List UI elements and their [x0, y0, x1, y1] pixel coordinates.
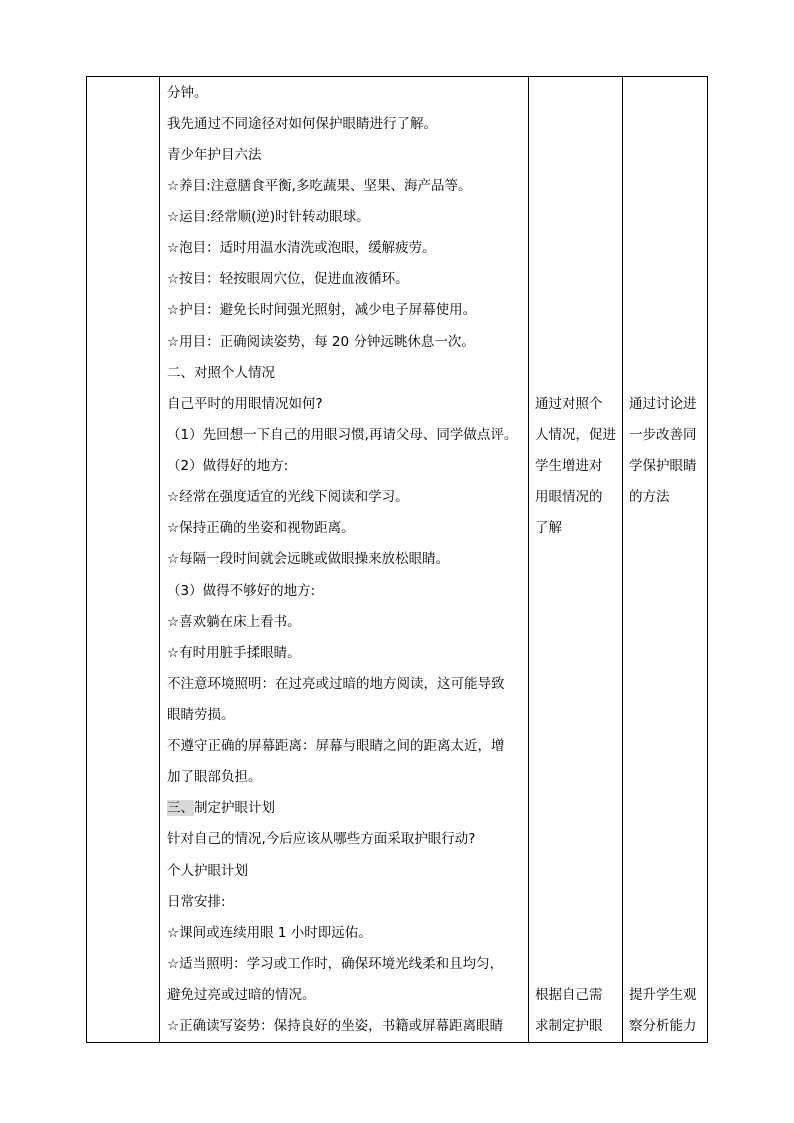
content-line: 分钟。	[167, 85, 208, 101]
content-line: ☆喜欢躺在床上看书。	[167, 614, 301, 630]
heading-number-highlight: 三、	[167, 800, 194, 816]
content-line: ☆运目:经常顺(逆)时针转动眼球。	[167, 209, 370, 225]
content-line: ☆有时用脏手揉眼睛。	[167, 645, 301, 661]
activity-content-cell	[160, 77, 528, 1042]
purpose-line: 根据自己需	[535, 987, 603, 1003]
content-line: 针对自己的情况,今后应该从哪些方面采取护眼行动?	[167, 831, 476, 847]
goal-line: 察分析能力	[629, 1018, 697, 1034]
table-bottom-border	[86, 1042, 708, 1043]
content-line: 自己平时的用眼情况如何?	[167, 396, 323, 412]
content-line: ☆课间或连续用眼 1 小时即远佑。	[167, 925, 372, 941]
goal-line: 提升学生观	[629, 987, 697, 1003]
content-line: （2）做得好的地方:	[167, 458, 289, 474]
heading-text: 制定护眼计划	[194, 800, 275, 816]
goal-line: 学保护眼睛	[629, 458, 697, 474]
goal-line: 通过讨论进	[629, 396, 697, 412]
section-heading: 二、对照个人情况	[167, 365, 275, 381]
section-heading: 青少年护目六法	[167, 147, 262, 163]
content-line: ☆用目：正确阅读姿势，每 20 分钟远眺休息一次。	[167, 334, 475, 350]
content-line: （3）做得不够好的地方:	[167, 583, 316, 599]
purpose-line: 学生增进对	[535, 458, 603, 474]
content-line: ☆正确读写姿势：保持良好的坐姿，书籍或屏幕距离眼睛	[167, 1018, 504, 1034]
content-line: ☆泡目：适时用温水清洗或泡眼，缓解疲劳。	[167, 240, 436, 256]
content-line: ☆每隔一段时间就会远眺或做眼操来放松眼睛。	[167, 551, 450, 567]
content-line: ☆保持正确的坐姿和视物距离。	[167, 520, 355, 536]
content-line: 个人护眼计划	[167, 863, 248, 879]
content-line: 不遵守正确的屏幕距离：屏幕与眼睛之间的距离太近，增	[167, 738, 505, 754]
purpose-line: 人情况，促进	[535, 427, 616, 443]
goal-line: 的方法	[629, 489, 670, 505]
content-line: 我先通过不同途径对如何保护眼睛进行了解。	[167, 116, 437, 132]
content-line: ☆护目：避免长时间强光照射，减少电子屏幕使用。	[167, 302, 477, 318]
goal-cell	[623, 77, 707, 1042]
content-line: ☆经常在强度适宜的光线下阅读和学习。	[167, 489, 409, 505]
purpose-line: 求制定护眼	[535, 1018, 603, 1034]
content-line: 日常安排:	[167, 894, 226, 910]
content-line: ☆按目：轻按眼周穴位，促进血液循环。	[167, 271, 409, 287]
purpose-line: 通过对照个	[535, 396, 603, 412]
section-heading	[167, 799, 275, 817]
table-border-col-4	[707, 76, 708, 1043]
content-line: 不注意环境照明：在过亮或过暗的地方阅读，这可能导致	[167, 676, 505, 692]
purpose-line: 用眼情况的	[535, 489, 603, 505]
stage-column-cell	[87, 77, 159, 1042]
goal-line: 一步改善同	[629, 427, 697, 443]
purpose-line: 了解	[535, 520, 562, 536]
content-line: ☆养目:注意膳食平衡,多吃蔬果、坚果、海产品等。	[167, 178, 472, 194]
content-line: ☆适当照明：学习或工作时，确保环境光线柔和且均匀，	[167, 956, 504, 972]
content-line: 眼睛劳损。	[167, 707, 235, 723]
content-line: （1）先回想一下自己的用眼习惯,再请父母、同学做点评。	[167, 427, 518, 443]
content-line: 加了眼部负担。	[167, 769, 262, 785]
design-purpose-cell	[529, 77, 622, 1042]
content-line: 避免过亮或过暗的情况。	[167, 987, 316, 1003]
